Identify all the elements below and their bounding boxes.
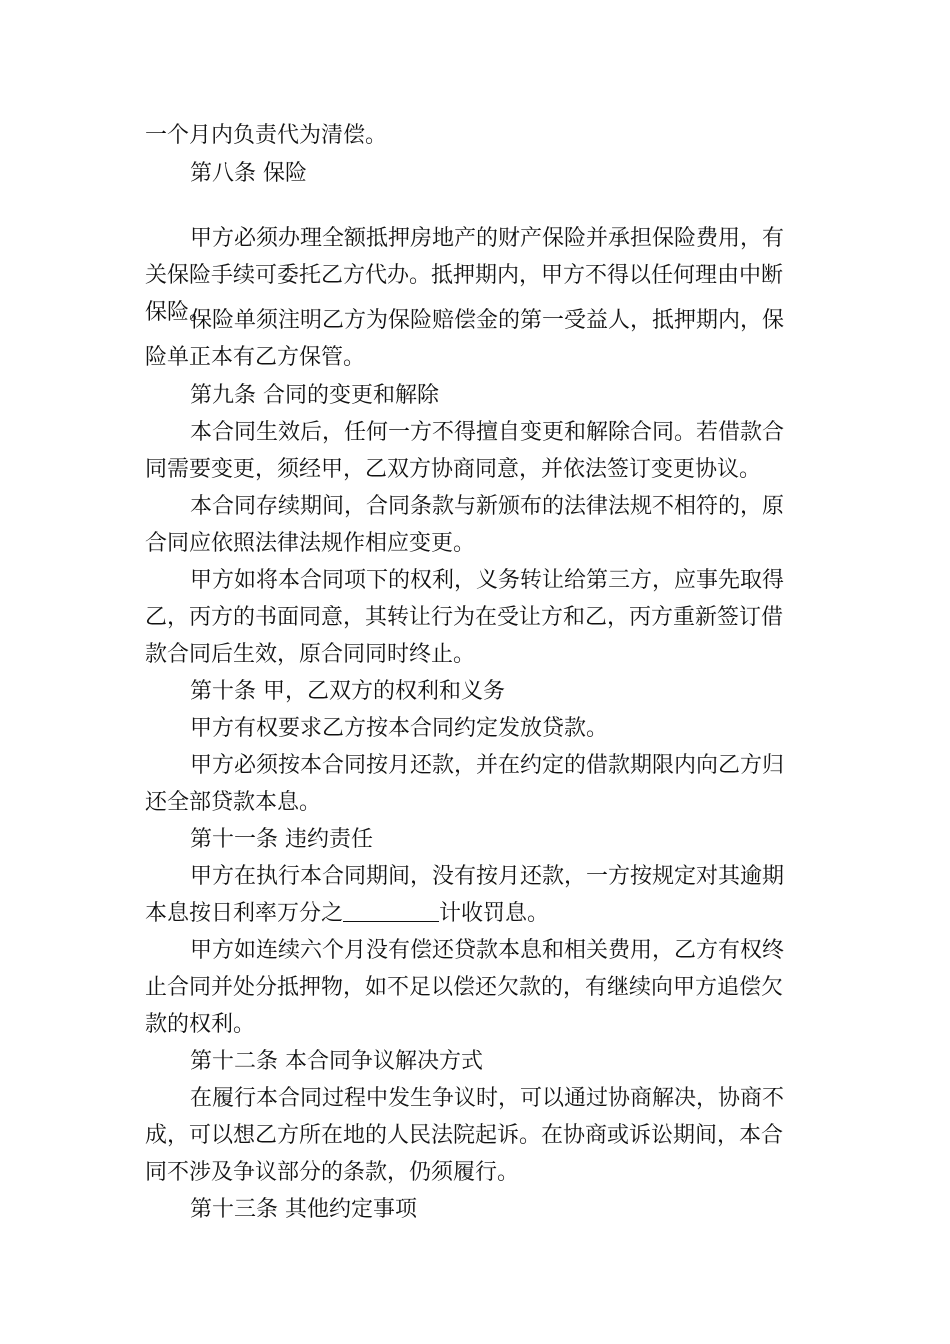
text-line: 合同应依照法律法规作相应变更。 — [145, 531, 476, 556]
text-line: 甲方必须按本合同按月还款，并在约定的借款期限内向乙方归 — [190, 753, 785, 778]
text-line: 险单正本有乙方保管。 — [145, 345, 366, 370]
article-heading: 第十二条 本合同争议解决方式 — [190, 1049, 483, 1074]
text-line: 关保险手续可委托乙方代办。抵押期内，甲方不得以任何理由中断 — [145, 263, 784, 288]
text-line: 甲方有权要求乙方按本合同约定发放贷款。 — [190, 716, 609, 741]
penalty-rate-blank — [343, 901, 439, 922]
text-line: 同需要变更，须经甲，乙双方协商同意，并依法签订变更协议。 — [145, 457, 762, 482]
article-heading: 第十条 甲，乙双方的权利和义务 — [190, 679, 505, 704]
text-line: 在履行本合同过程中发生争议时，可以通过协商解决，协商不 — [190, 1086, 785, 1111]
text-line: 甲方必须办理全额抵押房地产的财产保险并承担保险费用，有 — [190, 226, 785, 251]
text-line: 成，可以想乙方所在地的人民法院起诉。在协商或诉讼期间，本合 — [145, 1123, 784, 1148]
text-line: 甲方如将本合同项下的权利，义务转让给第三方，应事先取得 — [190, 568, 785, 593]
text-line: 保险单须注明乙方为保险赔偿金的第一受益人，抵押期内，保 — [190, 308, 785, 333]
text-line: 本合同生效后，任何一方不得擅自变更和解除合同。若借款合 — [190, 420, 785, 445]
penalty-rate-suffix: 计收罚息。 — [439, 901, 550, 926]
text-line: 保险。 — [145, 300, 212, 325]
text-line: 还全部贷款本息。 — [145, 790, 322, 815]
text-line: 一个月内负责代为清偿。 — [145, 123, 388, 148]
text-line: 款的权利。 — [145, 1012, 256, 1037]
article-heading: 第十三条 其他约定事项 — [190, 1197, 417, 1222]
article-heading: 第十一条 违约责任 — [190, 827, 373, 852]
penalty-rate-prefix: 本息按日利率万分之 — [145, 901, 344, 926]
penalty-rate-line — [145, 899, 549, 929]
text-line: 甲方如连续六个月没有偿还贷款本息和相关费用，乙方有权终 — [190, 938, 785, 963]
article-heading: 第八条 保险 — [190, 161, 307, 186]
text-line: 乙，丙方的书面同意，其转让行为在受让方和乙，丙方重新签订借 — [145, 605, 784, 630]
text-line: 同不涉及争议部分的条款，仍须履行。 — [145, 1160, 520, 1185]
text-line: 甲方在执行本合同期间，没有按月还款，一方按规定对其逾期 — [190, 864, 785, 889]
text-line: 止合同并处分抵押物，如不足以偿还欠款的，有继续向甲方追偿欠 — [145, 975, 784, 1000]
text-line: 款合同后生效，原合同同时终止。 — [145, 642, 476, 667]
text-line: 本合同存续期间，合同条款与新颁布的法律法规不相符的，原 — [190, 494, 785, 519]
article-heading: 第九条 合同的变更和解除 — [190, 383, 439, 408]
